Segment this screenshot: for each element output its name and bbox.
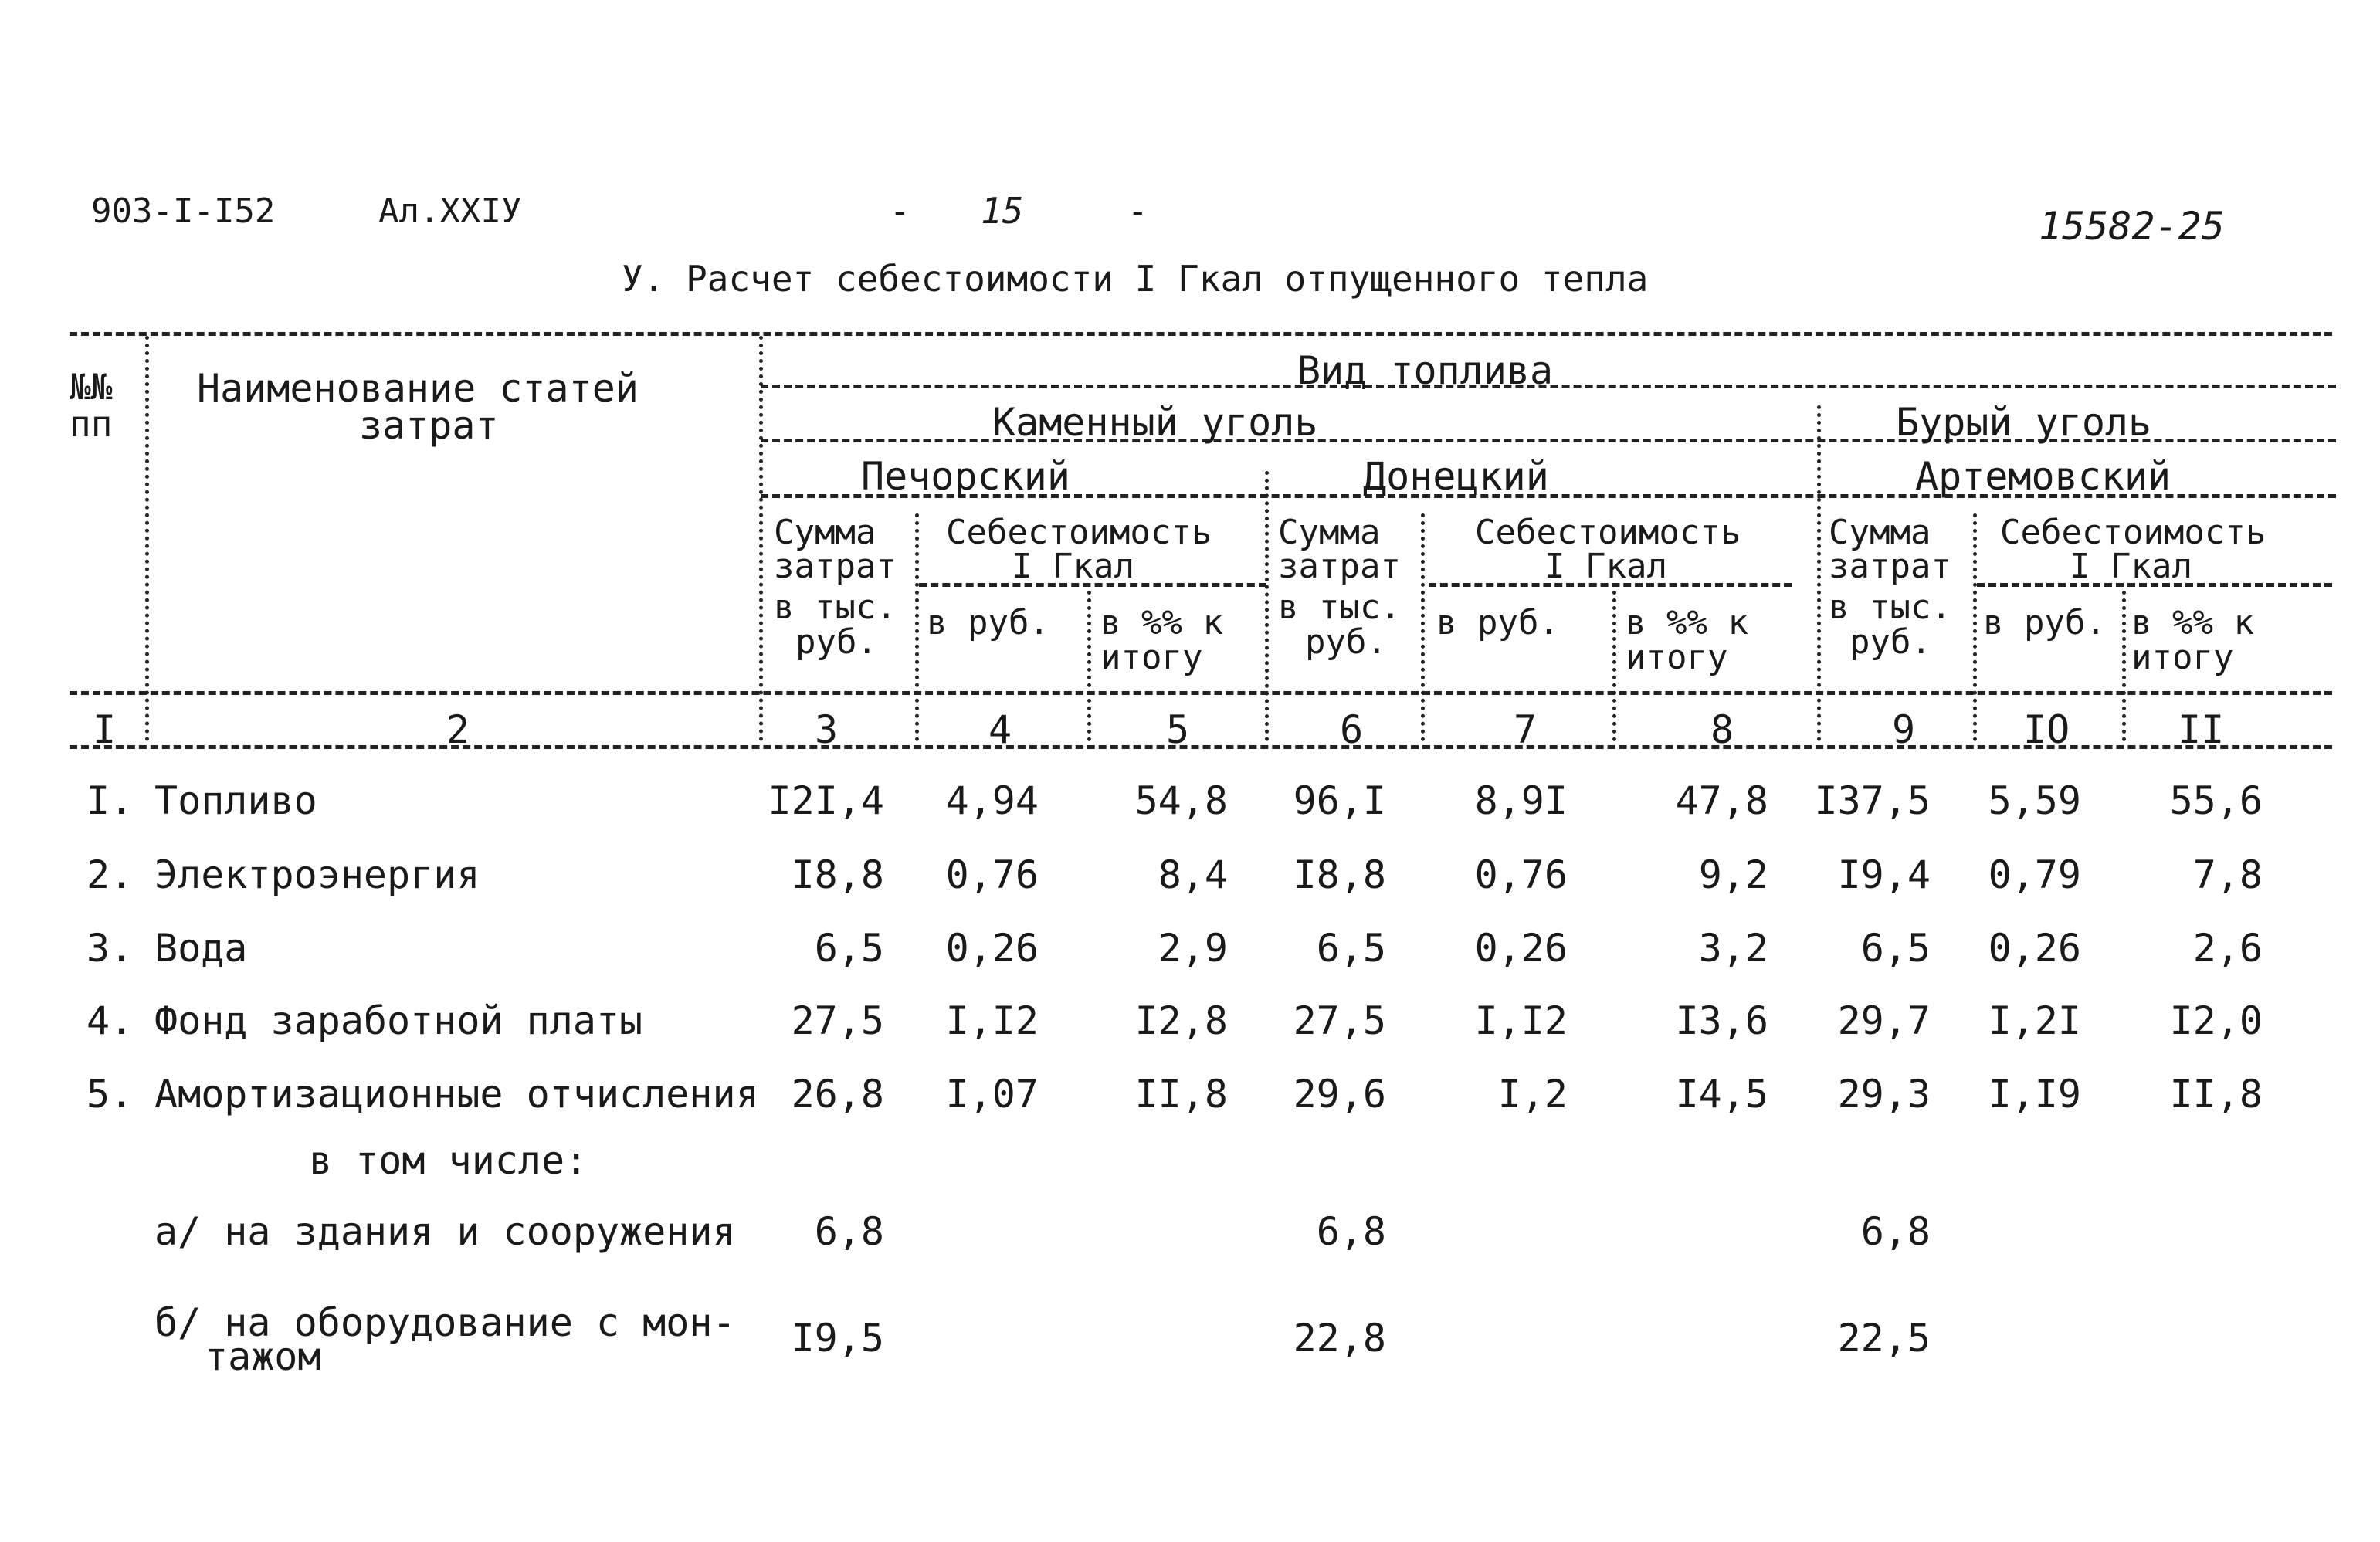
row-value: 6,5 xyxy=(814,926,884,971)
row-value: I,I2 xyxy=(945,998,1039,1043)
rule-head-bottom xyxy=(70,691,2332,695)
pct-head-2b: итогу xyxy=(1626,638,1728,677)
col-head-name-2: затрат xyxy=(359,403,499,448)
row-value: I2,8 xyxy=(1134,998,1228,1043)
row-value: 0,26 xyxy=(1988,926,2081,971)
col-head-name-1: Наименование статей xyxy=(197,366,639,411)
row-value: I8,8 xyxy=(791,852,884,897)
row-value: 6,5 xyxy=(1316,926,1386,971)
rub-head-1: в руб. xyxy=(927,603,1049,642)
row-value: I2,0 xyxy=(2169,998,2263,1043)
pct-head-3a: в %% к xyxy=(2131,603,2254,642)
row-value: 5,59 xyxy=(1988,778,2081,823)
row-value: I,I2 xyxy=(1474,998,1568,1043)
col-number-8: 8 xyxy=(1710,707,1734,752)
row-value: 29,7 xyxy=(1837,998,1931,1043)
vrule-3 xyxy=(1265,471,1269,741)
coal-heading: Каменный уголь xyxy=(992,400,1318,445)
row-name: Фонд заработной платы xyxy=(154,998,643,1043)
sum-head-1c: в тыс. xyxy=(774,588,897,627)
col-number-7: 7 xyxy=(1514,707,1538,752)
row-value: 0,76 xyxy=(945,852,1039,897)
col-head-number-1: №№ xyxy=(70,366,113,408)
sub-row-name: б/ на оборудование с мон- xyxy=(154,1300,736,1345)
artemovsk-heading: Артемовский xyxy=(1915,454,2171,499)
vrule-7 xyxy=(1421,513,1425,741)
row-value: 3,2 xyxy=(1698,926,1768,971)
sub-row-value: I9,5 xyxy=(791,1316,884,1361)
pechora-heading: Печорский xyxy=(861,454,1070,499)
page-title: У. Расчет себестоимости I Гкал отпущенного тепла xyxy=(622,258,1649,300)
row-number: 5. xyxy=(86,1072,134,1117)
row-value: 4,94 xyxy=(945,778,1039,823)
page-number: 15 xyxy=(981,190,1024,232)
row-value: 27,5 xyxy=(791,998,884,1043)
page-dash-left: - xyxy=(890,191,910,231)
row-value: 26,8 xyxy=(791,1072,884,1117)
rub-head-2: в руб. xyxy=(1436,603,1559,642)
row-value: I,I9 xyxy=(1988,1072,2081,1117)
row-value: II,8 xyxy=(1134,1072,1228,1117)
row-value: 8,4 xyxy=(1158,852,1228,897)
col-number-10: IO xyxy=(2023,707,2070,752)
row-value: 7,8 xyxy=(2192,852,2263,897)
pct-head-1b: итогу xyxy=(1100,638,1203,677)
brown-coal-heading: Бурый уголь xyxy=(1896,400,2152,445)
row-value: 29,6 xyxy=(1293,1072,1386,1117)
row-value: I37,5 xyxy=(1814,778,1931,823)
row-number: I. xyxy=(86,778,134,823)
row-value: I9,4 xyxy=(1837,852,1931,897)
vrule-10 xyxy=(2122,591,2126,741)
row-value: 0,26 xyxy=(945,926,1039,971)
sub-row-value: 6,8 xyxy=(814,1209,884,1254)
row-value: I2I,4 xyxy=(768,778,884,823)
sum-head-3d: руб. xyxy=(1849,622,1931,662)
vrule-1 xyxy=(145,336,149,741)
vrule-4 xyxy=(1817,405,1821,741)
row-value: I3,6 xyxy=(1675,998,1768,1043)
row-value: 55,6 xyxy=(2169,778,2263,823)
donetsk-heading: Донецкий xyxy=(1363,454,1549,499)
sub-row-name: а/ на здания и сооружения xyxy=(154,1209,736,1254)
vrule-9 xyxy=(1973,513,1977,741)
cost-head-3a: Себестоимость xyxy=(2000,513,2266,552)
rule-top xyxy=(70,332,2332,336)
col-number-6: 6 xyxy=(1340,707,1364,752)
vrule-6 xyxy=(1087,591,1091,741)
vrule-8 xyxy=(1612,591,1616,741)
including-label: в том числе: xyxy=(309,1138,588,1183)
cost-head-1a: Себестоимость xyxy=(946,513,1212,552)
row-value: I8,8 xyxy=(1293,852,1386,897)
cost-head-3b: I Гкал xyxy=(2070,547,2192,586)
sub-row-value: 22,5 xyxy=(1837,1316,1931,1361)
row-value: 54,8 xyxy=(1134,778,1228,823)
sub-row-name: тажом xyxy=(205,1334,321,1379)
pct-head-3b: итогу xyxy=(2131,638,2234,677)
row-value: 8,9I xyxy=(1474,778,1568,823)
sum-head-3c: в тыс. xyxy=(1829,588,1951,627)
vrule-5 xyxy=(915,513,919,741)
row-value: I,2 xyxy=(1497,1072,1568,1117)
rub-head-3: в руб. xyxy=(1983,603,2106,642)
page-dash-right: - xyxy=(1127,191,1148,231)
fuel-type-heading: Вид топлива xyxy=(1297,348,1554,393)
row-value: 0,79 xyxy=(1988,852,2081,897)
pct-head-1a: в %% к xyxy=(1100,603,1223,642)
sum-head-2c: в тыс. xyxy=(1278,588,1401,627)
cost-head-2a: Себестоимость xyxy=(1475,513,1741,552)
col-number-2: 2 xyxy=(446,707,470,752)
row-value: 47,8 xyxy=(1675,778,1768,823)
row-value: 0,76 xyxy=(1474,852,1568,897)
sum-head-2d: руб. xyxy=(1305,622,1387,662)
album-number: Ал.XXIУ xyxy=(378,191,522,231)
sum-head-1a: Сумма xyxy=(774,513,876,552)
col-number-9: 9 xyxy=(1892,707,1916,752)
sub-row-value: 6,8 xyxy=(1860,1209,1931,1254)
sum-head-3b: затрат xyxy=(1829,547,1951,586)
row-number: 4. xyxy=(86,998,134,1043)
cost-head-1b: I Гкал xyxy=(1012,547,1134,586)
sub-row-value: 6,8 xyxy=(1316,1209,1386,1254)
row-value: I,07 xyxy=(945,1072,1039,1117)
row-value: I4,5 xyxy=(1675,1072,1768,1117)
sub-row-value: 22,8 xyxy=(1293,1316,1386,1361)
row-number: 3. xyxy=(86,926,134,971)
col-head-number-2: пп xyxy=(70,403,113,445)
sum-head-1b: затрат xyxy=(774,547,897,586)
sum-head-2a: Сумма xyxy=(1278,513,1381,552)
inventory-number: 15582-25 xyxy=(2039,204,2225,249)
row-number: 2. xyxy=(86,852,134,897)
cost-head-2b: I Гкал xyxy=(1544,547,1667,586)
sum-head-3a: Сумма xyxy=(1829,513,1931,552)
rule-colnum-bottom xyxy=(70,745,2332,749)
pct-head-2a: в %% к xyxy=(1626,603,1748,642)
row-value: 6,5 xyxy=(1860,926,1931,971)
row-value: 9,2 xyxy=(1698,852,1768,897)
row-name: Топливо xyxy=(154,778,317,823)
row-value: 2,9 xyxy=(1158,926,1228,971)
sum-head-1d: руб. xyxy=(795,622,877,662)
row-value: 96,I xyxy=(1293,778,1386,823)
row-value: 27,5 xyxy=(1293,998,1386,1043)
row-value: II,8 xyxy=(2169,1072,2263,1117)
row-value: 0,26 xyxy=(1474,926,1568,971)
row-value: I,2I xyxy=(1988,998,2081,1043)
row-value: 2,6 xyxy=(2192,926,2263,971)
row-value: 29,3 xyxy=(1837,1072,1931,1117)
col-number-1: I xyxy=(93,707,117,752)
col-number-5: 5 xyxy=(1166,707,1190,752)
document-code: 903-I-I52 xyxy=(91,191,276,231)
row-name: Электроэнергия xyxy=(154,852,480,897)
vrule-2 xyxy=(759,336,763,741)
col-number-11: II xyxy=(2178,707,2225,752)
row-name: Вода xyxy=(154,926,248,971)
sum-head-2b: затрат xyxy=(1278,547,1401,586)
col-number-3: 3 xyxy=(815,707,839,752)
col-number-4: 4 xyxy=(988,707,1012,752)
row-name: Амортизационные отчисления xyxy=(154,1072,759,1117)
